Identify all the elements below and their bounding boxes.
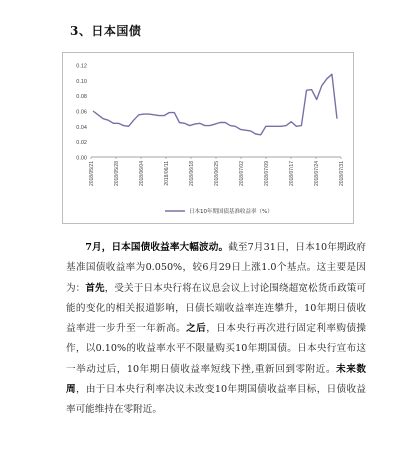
keyword-future: 未来数周 [66, 363, 367, 396]
x-tick-label: 2018/05/21 [88, 161, 95, 187]
x-tick-label: 2018/07/02 [238, 161, 245, 187]
x-tick-label: 2018/07/09 [263, 161, 270, 187]
paragraph-text-2: ，受关于日本央行将在议息会议上讨论围绕超宽松货币政策可能的变化的相关报道影响，日债长端收益率连连攀升，10年期日债收益率进一步升至一年新高。 [66, 282, 367, 335]
keyword-then: 之后 [186, 323, 207, 335]
lead-sentence: 7月，日本国债收益率大幅波动。 [85, 242, 229, 253]
y-tick-label: 0.04 [76, 124, 87, 131]
y-tick-label: 0.00 [76, 155, 87, 162]
y-tick-label: 0.08 [76, 94, 87, 101]
x-tick-label: 2018/06/25 [213, 161, 220, 187]
x-tick-label: 2018/05/28 [113, 161, 120, 187]
y-tick-label: 0.06 [76, 109, 87, 116]
y-tick-label: 0.02 [76, 140, 87, 147]
legend-label: 日本10年期国债基准收益率（%） [189, 209, 273, 215]
x-tick-label: 2018/07/24 [313, 161, 320, 187]
series-line [93, 74, 337, 135]
paragraph-text-4: ，由于日本央行利率决议未改变10年期国债收益率目标，日债收益率可能维持在零附近。 [66, 384, 367, 416]
x-tick-label: 2018/06/04 [138, 161, 145, 187]
y-tick-label: 0.12 [76, 63, 87, 70]
x-tick-label: 2018/07/17 [288, 161, 295, 187]
paragraph-text-3: ，日本央行再次进行固定利率购债操作，以0.10%的收益率水平不限量购买10年期国债。日本央行宣布这一举动过后，10年期日债收益率短线下挫,重新回到零附近。 [66, 323, 367, 375]
y-tick-label: 0.10 [76, 78, 87, 85]
analysis-paragraph [66, 238, 366, 421]
keyword-first: 首先 [85, 282, 105, 294]
x-tick-label: 2018/07/31 [338, 161, 345, 187]
line-chart [63, 53, 353, 223]
section-heading: 3、日本国债 [70, 24, 142, 38]
yield-chart [62, 52, 354, 224]
x-tick-label: 2018/06/11 [163, 161, 170, 186]
x-tick-label: 2018/06/18 [188, 161, 195, 187]
paragraph-text-1: 截至7月31日，日本10年期政府基准国债收益率为0.050%，较6月29日上涨1.0个基点。这主要是因为： [66, 242, 366, 294]
